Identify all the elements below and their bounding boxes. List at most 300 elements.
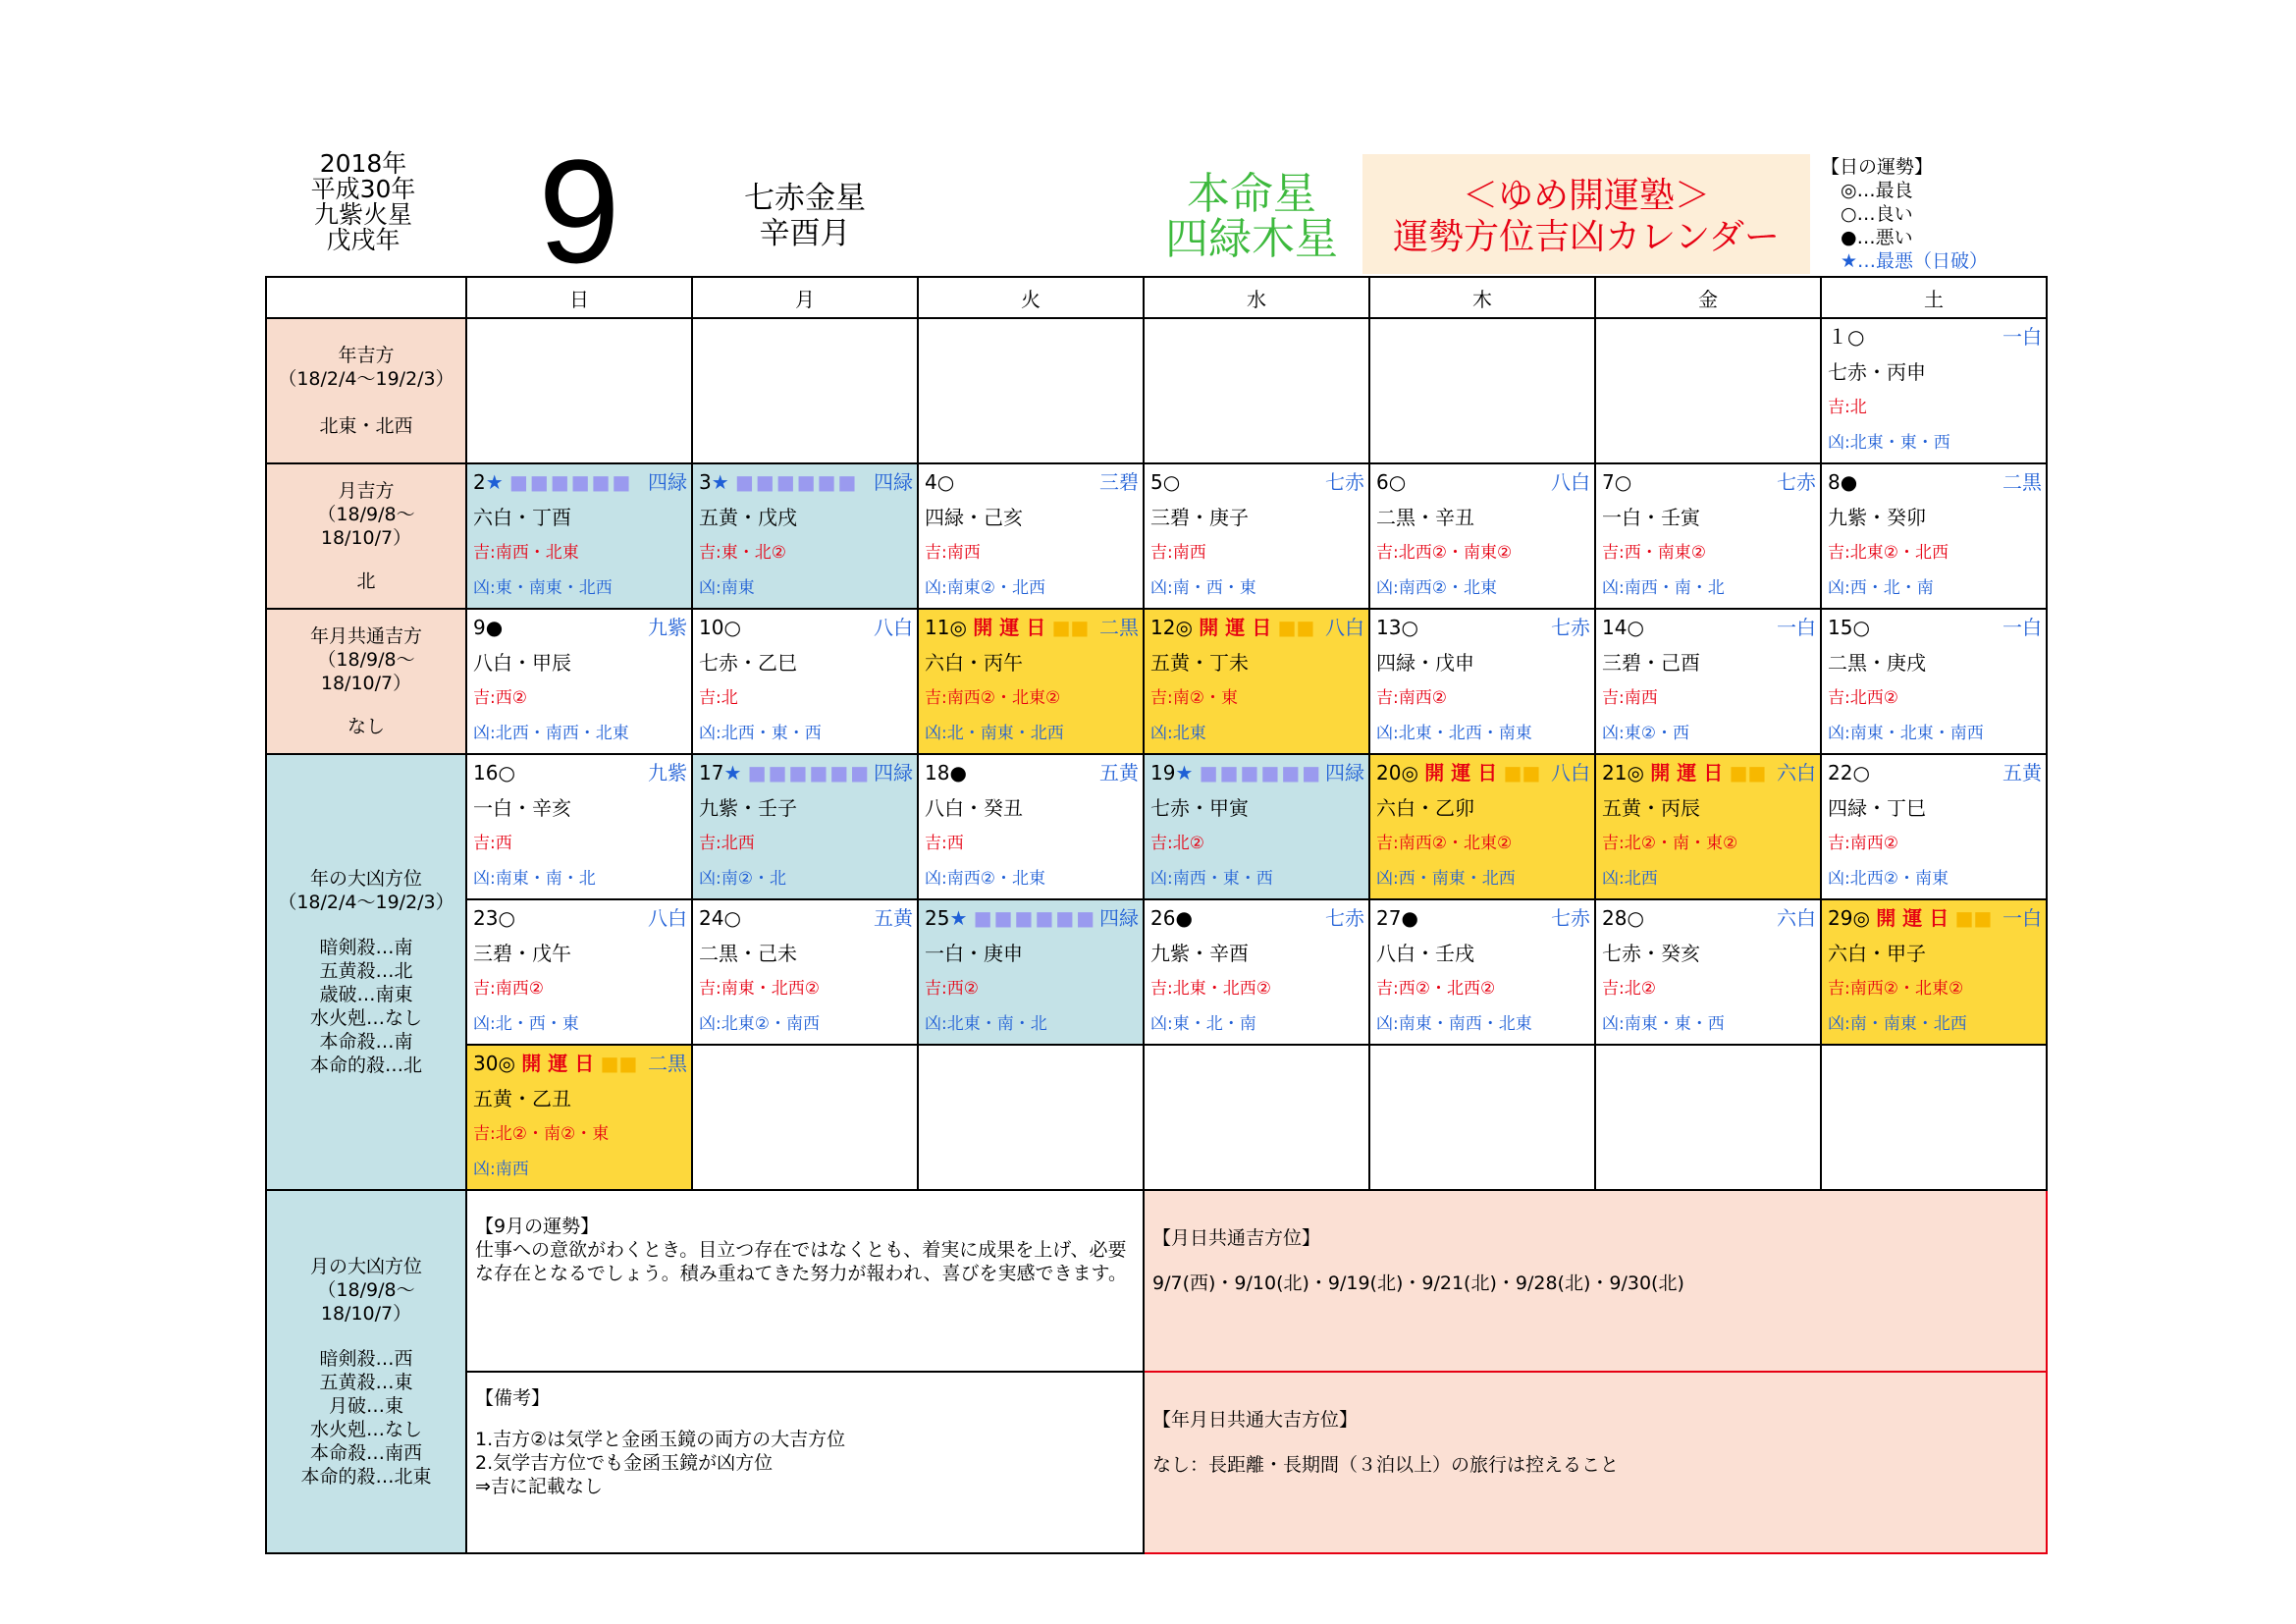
day-header xyxy=(1602,759,1816,786)
fortune-mark: ○ xyxy=(1847,325,1865,349)
day-number: 17 xyxy=(699,761,724,785)
bad-direction: 凶:北・西・東 xyxy=(473,1014,579,1034)
day-number: 21 xyxy=(1602,761,1628,785)
day-header xyxy=(473,1050,687,1077)
bad-direction: 凶:北東・北西・南東 xyxy=(1376,724,1532,743)
day-header xyxy=(699,759,913,786)
side-item: 五黄殺…北 xyxy=(319,960,413,982)
day-header xyxy=(699,614,913,641)
notes-box xyxy=(466,1372,1144,1553)
bad-direction: 凶:西・北・南 xyxy=(1828,578,1934,598)
kanshi: 七赤・丙申 xyxy=(1828,360,1926,384)
month-day-common-text: 9/7(西)・9/10(北)・9/19(北)・9/21(北)・9/28(北)・9/30(北) xyxy=(1152,1272,1684,1294)
fortune-mark: ○ xyxy=(723,616,741,639)
day-header xyxy=(473,614,687,641)
good-direction: 吉:西②・北西② xyxy=(1376,979,1496,999)
good-direction: 吉:北 xyxy=(1828,398,1867,417)
day-cell xyxy=(1595,899,1821,1045)
good-direction: 吉:北西②・南東② xyxy=(1376,543,1513,563)
bad-direction: 凶:北西・南西・北東 xyxy=(473,724,629,743)
day-cell xyxy=(918,899,1144,1045)
good-direction: 吉:北② xyxy=(1150,834,1204,853)
good-direction: 吉:西② xyxy=(925,979,979,999)
bad-direction: 凶:南西②・北東 xyxy=(1376,578,1497,598)
nine-star: 四緑 xyxy=(874,470,913,494)
nine-star: 一白 xyxy=(2002,906,2042,930)
notes-line: 1.吉方②は気学と金函玉鏡の両方の大吉方位 xyxy=(475,1429,846,1450)
legend-item: ○…良い xyxy=(1841,203,1913,225)
fortune-mark: ★ xyxy=(723,761,742,785)
week-row xyxy=(266,754,2047,899)
week-row xyxy=(266,1045,2047,1190)
empty-cell xyxy=(1821,1045,2047,1190)
day-number: 4 xyxy=(925,470,937,494)
bad-direction: 凶:北東・東・西 xyxy=(1828,433,1950,453)
decor-squares: ■■ xyxy=(1277,616,1315,639)
kanshi: 三碧・庚子 xyxy=(1150,506,1249,529)
day-header xyxy=(1376,904,1590,932)
kanshi: 五黄・戊戌 xyxy=(699,506,797,529)
bad-direction: 凶:南西 xyxy=(473,1160,529,1179)
day-header xyxy=(925,468,1139,496)
day-header xyxy=(1828,904,2042,932)
side-item: 本命的殺…北東 xyxy=(300,1466,432,1488)
day-number: 23 xyxy=(473,906,499,930)
nine-star: 八白 xyxy=(1551,761,1590,785)
week-row xyxy=(266,899,2047,1045)
month-star-line: 七赤金星 xyxy=(744,181,866,216)
kanshi: 三碧・戊午 xyxy=(473,942,571,965)
fortune-mark: ○ xyxy=(1627,616,1644,639)
empty-cell xyxy=(1369,1045,1595,1190)
bad-direction: 凶:北西②・南東 xyxy=(1828,869,1949,889)
day-number: 7 xyxy=(1602,470,1615,494)
bad-direction: 凶:東②・西 xyxy=(1602,724,1689,743)
day-number: 6 xyxy=(1376,470,1389,494)
day-cell xyxy=(692,754,918,899)
day-header xyxy=(1150,904,1364,932)
side-month-good xyxy=(266,463,466,609)
day-cell xyxy=(1595,463,1821,609)
good-direction: 吉:南東・北西② xyxy=(699,979,820,999)
good-direction: 吉:南西 xyxy=(1150,543,1206,563)
fortune-mark: ◎ xyxy=(1401,761,1418,785)
good-direction: 吉:北② xyxy=(1602,979,1656,999)
kanshi: 四緑・己亥 xyxy=(925,506,1023,529)
kanshi: 六白・甲子 xyxy=(1828,942,1926,965)
day-number: 18 xyxy=(925,761,950,785)
good-direction: 吉:南西・北東 xyxy=(473,543,579,563)
nine-star: 八白 xyxy=(1325,616,1364,639)
bad-direction: 凶:南・西・東 xyxy=(1150,578,1256,598)
day-header xyxy=(473,759,687,786)
kanshi: 五黄・丙辰 xyxy=(1602,796,1700,820)
year-info xyxy=(294,151,432,253)
kanshi: 二黒・辛丑 xyxy=(1376,506,1474,529)
day-cell xyxy=(466,899,692,1045)
bad-direction: 凶:南東②・北西 xyxy=(925,578,1045,598)
fortune-mark: ○ xyxy=(1852,761,1870,785)
day-cell xyxy=(918,609,1144,754)
good-direction: 吉:北東・北西② xyxy=(1150,979,1271,999)
day-number: 10 xyxy=(699,616,724,639)
notes-line: ⇒吉に記載なし xyxy=(475,1476,603,1497)
bad-direction: 凶:南西・南・北 xyxy=(1602,578,1725,598)
good-direction: 吉:北東②・北西 xyxy=(1828,543,1949,563)
nine-star: 一白 xyxy=(2002,616,2042,639)
kanshi: 一白・壬寅 xyxy=(1602,506,1700,529)
day-number: 8 xyxy=(1828,470,1841,494)
fortune-mark: ○ xyxy=(723,906,741,930)
calendar-table xyxy=(265,276,2048,1554)
month-star-line: 辛酉月 xyxy=(759,216,851,251)
side-month-bad xyxy=(266,1190,466,1553)
bad-direction: 凶:北西・東・西 xyxy=(699,724,822,743)
day-header xyxy=(1150,614,1364,641)
legend-heading: 【日の運勢】 xyxy=(1821,156,1934,178)
nine-star: 八白 xyxy=(648,906,687,930)
kanshi: 六白・丙午 xyxy=(925,651,1023,675)
month-star xyxy=(717,181,893,251)
nine-star: 六白 xyxy=(1777,906,1816,930)
weekday-thu: 木 xyxy=(1369,277,1595,318)
side-item: 暗剣殺…南 xyxy=(319,937,413,958)
legend-item: ◎…最良 xyxy=(1841,180,1913,201)
fortune-mark: ○ xyxy=(498,906,515,930)
nine-star: 九紫 xyxy=(648,616,687,639)
day-cell xyxy=(1595,609,1821,754)
good-direction: 吉:北②・南・東② xyxy=(1602,834,1738,853)
kanshi: 一白・庚申 xyxy=(925,942,1023,965)
legend-item-worst: ★…最悪（日破） xyxy=(1841,250,1989,272)
decor-squares: ■■■■■■ xyxy=(1199,761,1323,785)
ymd-common-title: 【年月日共通大吉方位】 xyxy=(1152,1409,1359,1431)
kaiun-label: 開 運 日 xyxy=(973,616,1046,639)
day-cell xyxy=(466,1045,692,1190)
fortune-mark: ★ xyxy=(485,470,504,494)
fortune-mark: ● xyxy=(949,761,967,785)
good-direction: 吉:北西② xyxy=(1828,688,1898,708)
kaiun-label: 開 運 日 xyxy=(1424,761,1498,785)
bad-direction: 凶:南・南東・北西 xyxy=(1828,1014,1967,1034)
good-direction: 吉:南西②・北東② xyxy=(925,688,1061,708)
nine-star: 四緑 xyxy=(874,761,913,785)
fortune-mark: ○ xyxy=(936,470,955,494)
side-year-bad xyxy=(266,754,466,1190)
bad-direction: 凶:東・南東・北西 xyxy=(473,578,613,598)
day-number: 11 xyxy=(925,616,950,639)
side-item: 暗剣殺…西 xyxy=(319,1348,413,1370)
side-range: 18/10/7） xyxy=(320,673,412,694)
good-direction: 吉:南西②・北東② xyxy=(1376,834,1513,853)
decor-squares: ■■■■■■ xyxy=(973,906,1097,930)
day-cell xyxy=(692,609,918,754)
day-header xyxy=(473,904,687,932)
fortune-mark: ● xyxy=(1840,470,1858,494)
day-header xyxy=(1602,904,1816,932)
day-cell xyxy=(918,754,1144,899)
day-cell xyxy=(1144,609,1369,754)
day-number: 5 xyxy=(1150,470,1163,494)
empty-cell xyxy=(692,1045,918,1190)
legend xyxy=(1821,155,1988,273)
day-cell xyxy=(466,754,692,899)
day-cell xyxy=(1369,609,1595,754)
good-direction: 吉:東・北② xyxy=(699,543,786,563)
bad-direction: 凶:北東・南・北 xyxy=(925,1014,1047,1034)
empty-cell xyxy=(1369,318,1595,463)
legend-item: ●…悪い xyxy=(1841,227,1913,248)
good-direction: 吉:北 xyxy=(699,688,738,708)
day-number: 9 xyxy=(473,616,486,639)
fortune-mark: ○ xyxy=(1852,616,1870,639)
day-cell xyxy=(692,899,918,1045)
day-cell xyxy=(1369,754,1595,899)
day-number: 13 xyxy=(1376,616,1402,639)
weekday-sun: 日 xyxy=(466,277,692,318)
fortune-mark: ★ xyxy=(1175,761,1194,785)
day-number: 14 xyxy=(1602,616,1628,639)
bad-direction: 凶:南西・東・西 xyxy=(1150,869,1273,889)
good-direction: 吉:南西② xyxy=(1376,688,1447,708)
side-item: 本命殺…南西 xyxy=(309,1442,422,1464)
kanshi: 八白・癸丑 xyxy=(925,796,1023,820)
fortune-mark: ● xyxy=(1401,906,1418,930)
side-range: （18/9/8～ xyxy=(317,649,415,671)
weekday-mon: 月 xyxy=(692,277,918,318)
decor-squares: ■■ xyxy=(1051,616,1090,639)
weekday-header-row xyxy=(266,277,2047,318)
side-item: 月破…東 xyxy=(328,1395,403,1417)
ymd-common-text: なし：長距離・長期間（３泊以上）の旅行は控えること xyxy=(1152,1454,1620,1476)
good-direction: 吉:西・南東② xyxy=(1602,543,1706,563)
nine-star: 八白 xyxy=(874,616,913,639)
kanshi: 四緑・戊申 xyxy=(1376,651,1474,675)
fortune-mark: ○ xyxy=(498,761,515,785)
day-number: 30 xyxy=(473,1052,499,1075)
bad-direction: 凶:北東 xyxy=(1150,724,1206,743)
fortune-mark: ◎ xyxy=(1627,761,1644,785)
kanshi: 一白・辛亥 xyxy=(473,796,571,820)
bad-direction: 凶:南②・北 xyxy=(699,869,786,889)
day-header xyxy=(1828,614,2042,641)
day-number: 22 xyxy=(1828,761,1853,785)
fortune-mark: ◎ xyxy=(498,1052,515,1075)
empty-cell xyxy=(1595,318,1821,463)
kanshi: 七赤・乙巳 xyxy=(699,651,797,675)
side-range: （18/9/8～ xyxy=(317,1279,415,1301)
weekday-wed: 水 xyxy=(1144,277,1369,318)
nine-star: 五黄 xyxy=(1099,761,1139,785)
fortune-mark: ○ xyxy=(1614,470,1632,494)
bad-direction: 凶:南西②・北東 xyxy=(925,869,1045,889)
kanshi: 三碧・己酉 xyxy=(1602,651,1700,675)
month-day-common-box xyxy=(1144,1190,2047,1372)
fortune-mark: ○ xyxy=(1162,470,1181,494)
empty-cell xyxy=(692,318,918,463)
kanshi: 九紫・壬子 xyxy=(699,796,797,820)
decor-squares: ■■ xyxy=(600,1052,638,1075)
day-number: 2 xyxy=(473,470,486,494)
day-cell xyxy=(918,463,1144,609)
day-header xyxy=(699,468,913,496)
nine-star: 二黒 xyxy=(648,1052,687,1075)
side-value: なし xyxy=(347,716,385,737)
fortune-mark: ◎ xyxy=(1175,616,1193,639)
side-item: 本命的殺…北 xyxy=(309,1055,422,1076)
kaiun-label: 開 運 日 xyxy=(1199,616,1272,639)
nine-star: 七赤 xyxy=(1325,906,1364,930)
day-number: 15 xyxy=(1828,616,1853,639)
day-number: 29 xyxy=(1828,906,1853,930)
kanshi: 六白・丁酉 xyxy=(473,506,571,529)
good-direction: 吉:西② xyxy=(473,688,527,708)
kanshi: 七赤・甲寅 xyxy=(1150,796,1249,820)
empty-cell xyxy=(1144,1045,1369,1190)
side-item: 本命殺…南 xyxy=(319,1031,413,1053)
year-line: 戊戌年 xyxy=(326,226,400,254)
title-line: 運勢方位吉凶カレンダー xyxy=(1393,217,1780,257)
week-row xyxy=(266,318,2047,463)
bad-direction: 凶:南東 xyxy=(699,578,755,598)
day-header xyxy=(1150,468,1364,496)
nine-star: 七赤 xyxy=(1325,470,1364,494)
day-cell xyxy=(1369,463,1595,609)
kanshi: 四緑・丁巳 xyxy=(1828,796,1926,820)
title-line: ＜ゆめ開運塾＞ xyxy=(1462,176,1710,216)
kanshi: 七赤・癸亥 xyxy=(1602,942,1700,965)
day-cell xyxy=(1595,754,1821,899)
day-header xyxy=(925,904,1139,932)
info-row xyxy=(266,1372,2047,1553)
day-number: 24 xyxy=(699,906,724,930)
side-item: 水火剋…なし xyxy=(309,1007,422,1029)
good-direction: 吉:南西②・北東② xyxy=(1828,979,1964,999)
notes-line: 2.気学吉方位でも金函玉鏡が凶方位 xyxy=(475,1452,774,1474)
side-title: 年の大凶方位 xyxy=(309,868,422,890)
nine-star: 一白 xyxy=(1777,616,1816,639)
side-item: 歳破…南東 xyxy=(319,984,413,1005)
weekday-tue: 火 xyxy=(918,277,1144,318)
fortune-box xyxy=(466,1190,1144,1372)
fortune-mark: ★ xyxy=(711,470,729,494)
day-header xyxy=(1828,323,2042,351)
day-number: 27 xyxy=(1376,906,1402,930)
good-direction: 吉:南西② xyxy=(1828,834,1898,853)
bad-direction: 凶:北・南東・北西 xyxy=(925,724,1064,743)
day-header xyxy=(1376,759,1590,786)
empty-cell xyxy=(1144,318,1369,463)
day-header xyxy=(699,904,913,932)
side-title: 月吉方 xyxy=(338,480,395,502)
side-item: 水火剋…なし xyxy=(309,1419,422,1440)
honmei-line: 本命星 xyxy=(1187,169,1316,219)
bad-direction: 凶:北西 xyxy=(1602,869,1658,889)
decor-squares: ■■ xyxy=(1954,906,1993,930)
day-header xyxy=(925,614,1139,641)
side-title: 年月共通吉方 xyxy=(309,625,422,647)
kanshi: 八白・甲辰 xyxy=(473,651,571,675)
nine-star: 四緑 xyxy=(1099,906,1139,930)
nine-star: 三碧 xyxy=(1099,470,1139,494)
kanshi: 五黄・丁未 xyxy=(1150,651,1249,675)
side-value: 北 xyxy=(356,570,376,592)
day-cell xyxy=(1821,318,2047,463)
fortune-mark: ● xyxy=(1175,906,1193,930)
good-direction: 吉:南②・東 xyxy=(1150,688,1238,708)
empty-cell xyxy=(1595,1045,1821,1190)
bad-direction: 凶:北東②・南西 xyxy=(699,1014,820,1034)
fortune-mark: ○ xyxy=(1401,616,1418,639)
side-range: 18/10/7） xyxy=(320,527,412,549)
year-line: 九紫火星 xyxy=(313,200,412,229)
kaiun-label: 開 運 日 xyxy=(1650,761,1724,785)
day-cell xyxy=(1144,754,1369,899)
kanshi: 八白・壬戌 xyxy=(1376,942,1474,965)
good-direction: 吉:南西② xyxy=(473,979,544,999)
nine-star: 二黒 xyxy=(2002,470,2042,494)
day-header xyxy=(1828,759,2042,786)
day-cell xyxy=(1144,463,1369,609)
side-title: 年吉方 xyxy=(338,345,395,366)
fortune-mark: ○ xyxy=(1388,470,1407,494)
day-header xyxy=(1376,468,1590,496)
day-header xyxy=(925,759,1139,786)
nine-star: 七赤 xyxy=(1551,616,1590,639)
bad-direction: 凶:南東・南西・北東 xyxy=(1376,1014,1532,1034)
empty-cell xyxy=(918,318,1144,463)
decor-squares: ■■■■■■ xyxy=(747,761,872,785)
day-header xyxy=(1828,468,2042,496)
nine-star: 五黄 xyxy=(2002,761,2042,785)
day-number: 28 xyxy=(1602,906,1628,930)
honmei-star xyxy=(1139,169,1364,264)
day-header xyxy=(473,468,687,496)
kanshi: 二黒・庚戌 xyxy=(1828,651,1926,675)
bad-direction: 凶:東・北・南 xyxy=(1150,1014,1256,1034)
nine-star: 七赤 xyxy=(1777,470,1816,494)
day-cell xyxy=(1821,899,2047,1045)
fortune-mark: ◎ xyxy=(1852,906,1870,930)
day-header xyxy=(1376,614,1590,641)
week-row xyxy=(266,609,2047,754)
side-range: （18/2/4～19/2/3） xyxy=(278,368,454,390)
day-number: 26 xyxy=(1150,906,1176,930)
nine-star: 六白 xyxy=(1777,761,1816,785)
day-cell xyxy=(692,463,918,609)
year-line: 2018年 xyxy=(319,149,407,178)
info-row xyxy=(266,1190,2047,1372)
day-cell xyxy=(466,609,692,754)
empty-cell xyxy=(918,1045,1144,1190)
day-cell xyxy=(1821,754,2047,899)
decor-squares: ■■ xyxy=(1503,761,1541,785)
side-item: 五黄殺…東 xyxy=(319,1372,413,1393)
fortune-mark: ◎ xyxy=(949,616,967,639)
day-cell xyxy=(1821,609,2047,754)
day-cell xyxy=(466,463,692,609)
kanshi: 九紫・辛酉 xyxy=(1150,942,1249,965)
fortune-title: 【9月の運勢】 xyxy=(475,1216,600,1237)
side-common-good xyxy=(266,609,466,754)
good-direction: 吉:北②・南②・東 xyxy=(473,1124,610,1144)
nine-star: 一白 xyxy=(2002,325,2042,349)
weekday-sat: 土 xyxy=(1821,277,2047,318)
day-number: 16 xyxy=(473,761,499,785)
nine-star: 四緑 xyxy=(1325,761,1364,785)
day-number: 3 xyxy=(699,470,712,494)
day-cell xyxy=(1821,463,2047,609)
